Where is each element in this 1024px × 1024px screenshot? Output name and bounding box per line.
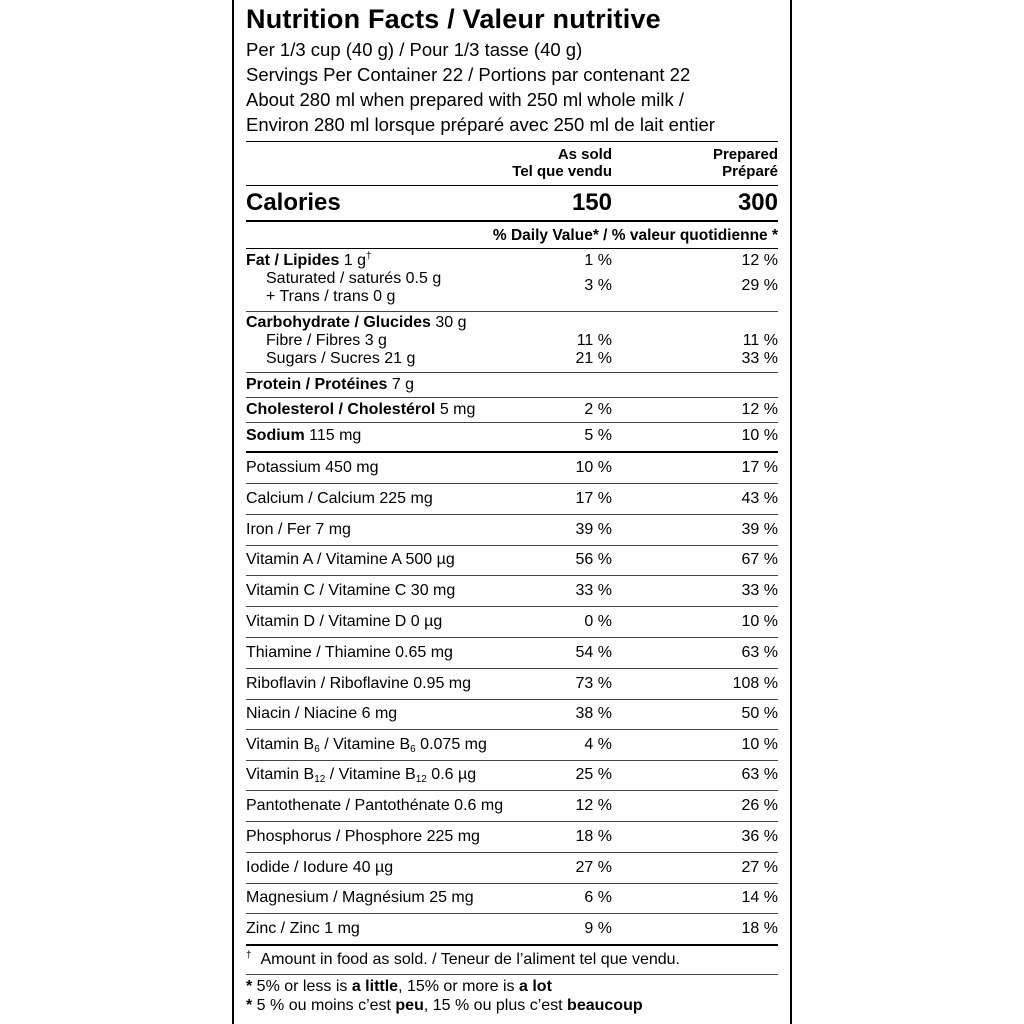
divider bbox=[246, 790, 778, 791]
sugars-prepared: 33 % bbox=[741, 350, 778, 367]
nutrient-label: Pantothenate / Pantothénate 0.6 mg bbox=[246, 797, 504, 814]
nutrient-as-sold: 73 % bbox=[575, 674, 612, 692]
footer-fr-p2: , 15 % ou plus c’est bbox=[423, 997, 568, 1014]
nutrient-prepared: 26 % bbox=[741, 797, 778, 814]
divider-thick bbox=[246, 220, 778, 222]
nutrient-label: Iodide / Iodure 40 µg bbox=[246, 858, 394, 876]
nutrient-label: Calcium / Calcium 225 mg bbox=[246, 489, 433, 507]
footnote-text: Amount in food as sold. / Teneur de l’aliment tel que vendu. bbox=[260, 951, 680, 968]
sat-trans-prepared: 29 % bbox=[741, 277, 778, 294]
divider bbox=[246, 821, 778, 822]
divider bbox=[246, 397, 778, 398]
divider bbox=[246, 311, 778, 312]
nutrient-as-sold: 33 % bbox=[575, 582, 612, 600]
nutrient-label: Riboflavin / Riboflavine 0.95 mg bbox=[246, 674, 472, 692]
cholesterol-row bbox=[246, 401, 475, 419]
fat-as-sold: 1 % bbox=[584, 252, 612, 269]
saturated-label: Saturated / saturés 0.5 g bbox=[266, 270, 442, 287]
footer-en bbox=[246, 978, 552, 996]
nutrient-prepared: 63 % bbox=[741, 643, 778, 661]
vitamin-b6-label bbox=[246, 736, 487, 754]
footer-fr-b1: peu bbox=[395, 997, 424, 1014]
nutrient-as-sold: 10 % bbox=[575, 459, 612, 476]
divider bbox=[246, 483, 778, 484]
b12-text-b: / Vitamine B bbox=[325, 766, 416, 783]
vitamin-b12-as-sold: 25 % bbox=[575, 766, 612, 783]
calories-as-sold: 150 bbox=[571, 189, 612, 216]
nutrient-prepared: 17 % bbox=[741, 459, 778, 476]
calories-label: Calories bbox=[246, 189, 341, 216]
cholesterol-as-sold: 2 % bbox=[584, 401, 612, 418]
divider bbox=[246, 514, 778, 515]
divider bbox=[246, 372, 778, 373]
nutrient-as-sold: 18 % bbox=[575, 827, 612, 845]
b6-sub-a: 6 bbox=[314, 744, 320, 755]
nutrient-as-sold: 54 % bbox=[575, 643, 612, 661]
b12-text-c: 0.6 µg bbox=[426, 766, 477, 783]
nutrient-label: Phosphorus / Phosphore 225 mg bbox=[246, 827, 480, 845]
nutrient-label: Iron / Fer 7 mg bbox=[246, 520, 351, 538]
footer-fr bbox=[246, 997, 643, 1015]
footnote-mark: † bbox=[246, 950, 252, 961]
nutrient-label: Vitamin D / Vitamine D 0 µg bbox=[246, 613, 443, 630]
prepared-label: Prepared bbox=[712, 146, 778, 163]
nutrient-label: Potassium 450 mg bbox=[246, 459, 379, 476]
divider bbox=[246, 637, 778, 638]
divider bbox=[246, 185, 778, 186]
b6-text-b: / Vitamine B bbox=[319, 736, 411, 753]
carbohydrate-amount: 30 g bbox=[435, 314, 467, 331]
as-sold-label-fr: Tel que vendu bbox=[512, 163, 612, 180]
divider bbox=[246, 974, 778, 975]
footer-fr-star: * bbox=[246, 997, 253, 1014]
nutrient-as-sold: 27 % bbox=[575, 858, 612, 876]
divider bbox=[246, 575, 778, 576]
nutrient-prepared: 36 % bbox=[741, 827, 778, 845]
nutrient-as-sold: 9 % bbox=[584, 920, 612, 938]
nutrient-prepared: 67 % bbox=[741, 551, 778, 569]
nutrient-as-sold: 17 % bbox=[575, 489, 612, 507]
footer-en-star: * bbox=[246, 978, 253, 995]
column-header-prepared bbox=[713, 146, 778, 180]
sodium-label: Sodium bbox=[246, 427, 305, 444]
sodium-amount: 115 mg bbox=[309, 427, 362, 444]
nutrient-as-sold: 39 % bbox=[575, 520, 612, 538]
b12-text-a: Vitamin B bbox=[246, 766, 315, 783]
carbohydrate-row bbox=[246, 314, 467, 332]
prepared-note-en: About 280 ml when prepared with 250 ml whole milk / bbox=[246, 89, 685, 110]
nutrient-as-sold: 38 % bbox=[575, 705, 612, 723]
divider bbox=[246, 699, 778, 700]
divider bbox=[246, 668, 778, 669]
b6-text-c: 0.075 mg bbox=[415, 736, 487, 753]
carbohydrate-label: Carbohydrate / Glucides bbox=[246, 314, 431, 331]
cholesterol-label: Cholesterol / Cholestérol bbox=[246, 401, 436, 418]
fat-prepared: 12 % bbox=[741, 252, 778, 269]
footer-en-b2: a lot bbox=[519, 978, 552, 995]
divider bbox=[246, 545, 778, 546]
calories-prepared: 300 bbox=[737, 189, 778, 216]
nutrient-label: Niacin / Niacine 6 mg bbox=[246, 705, 398, 723]
divider bbox=[246, 248, 778, 249]
nutrient-prepared: 108 % bbox=[732, 674, 778, 692]
nutrient-prepared: 27 % bbox=[741, 858, 778, 876]
sodium-prepared: 10 % bbox=[741, 427, 778, 444]
nutrient-as-sold: 56 % bbox=[575, 551, 612, 569]
nutrition-label bbox=[232, 0, 792, 1024]
divider bbox=[246, 729, 778, 730]
as-sold-label: As sold bbox=[557, 146, 612, 163]
divider-thick bbox=[246, 944, 778, 946]
sat-trans-as-sold: 3 % bbox=[584, 277, 612, 294]
fibre-as-sold: 11 % bbox=[576, 332, 612, 349]
b6-text-a: Vitamin B bbox=[246, 736, 315, 753]
protein-row bbox=[246, 376, 414, 394]
fat-footnote-mark: † bbox=[366, 251, 372, 262]
fat-row bbox=[246, 252, 372, 270]
footer-en-p2: , 15% or more is bbox=[398, 978, 519, 995]
trans-label: + Trans / trans 0 g bbox=[266, 288, 396, 305]
b12-sub-b: 12 bbox=[415, 774, 427, 785]
nutrient-prepared: 39 % bbox=[741, 520, 778, 538]
vitamin-b12-label bbox=[246, 766, 476, 784]
footer-en-b1: a little bbox=[351, 978, 399, 995]
fat-amount: 1 g bbox=[343, 252, 367, 269]
footer-fr-b2: beaucoup bbox=[567, 997, 643, 1014]
column-header-as-sold bbox=[512, 146, 612, 180]
nutrient-prepared: 14 % bbox=[741, 889, 778, 907]
prepared-label-fr: Préparé bbox=[722, 163, 778, 180]
label-title: Nutrition Facts / Valeur nutritive bbox=[246, 4, 661, 34]
vitamin-b6-prepared: 10 % bbox=[741, 736, 778, 753]
divider bbox=[246, 852, 778, 853]
nutrient-prepared: 50 % bbox=[741, 705, 778, 723]
nutrient-label: Thiamine / Thiamine 0.65 mg bbox=[246, 643, 453, 661]
fat-label: Fat / Lipides bbox=[246, 252, 340, 269]
nutrient-label: Magnesium / Magnésium 25 mg bbox=[246, 889, 474, 907]
daily-value-header: % Daily Value* / % valeur quotidienne * bbox=[492, 227, 778, 244]
divider bbox=[246, 141, 778, 142]
nutrient-prepared: 10 % bbox=[741, 613, 778, 630]
sugars-as-sold: 21 % bbox=[575, 350, 612, 367]
divider bbox=[246, 760, 778, 761]
cholesterol-prepared: 12 % bbox=[741, 401, 778, 418]
vitamin-b6-as-sold: 4 % bbox=[584, 736, 612, 753]
sugars-label: Sugars / Sucres 21 g bbox=[266, 350, 416, 367]
nutrient-label: Vitamin A / Vitamine A 500 µg bbox=[246, 551, 455, 569]
servings-per-container: Servings Per Container 22 / Portions par contenant 22 bbox=[246, 64, 691, 85]
fibre-label: Fibre / Fibres 3 g bbox=[266, 332, 387, 349]
protein-label: Protein / Protéines bbox=[246, 376, 388, 393]
divider bbox=[246, 606, 778, 607]
fibre-prepared: 11 % bbox=[742, 332, 778, 349]
vitamin-b12-prepared: 63 % bbox=[741, 766, 778, 783]
footer-en-p1: 5% or less is bbox=[252, 978, 352, 995]
footer-fr-p1: 5 % ou moins c’est bbox=[252, 997, 396, 1014]
sodium-row bbox=[246, 427, 361, 445]
nutrient-as-sold: 6 % bbox=[584, 889, 612, 907]
b6-sub-b: 6 bbox=[410, 744, 416, 755]
cholesterol-amount: 5 mg bbox=[439, 401, 476, 418]
nutrient-as-sold: 12 % bbox=[575, 797, 612, 814]
nutrient-prepared: 43 % bbox=[741, 489, 778, 507]
b12-sub-a: 12 bbox=[314, 774, 326, 785]
footnote bbox=[246, 951, 680, 969]
protein-amount: 7 g bbox=[391, 376, 415, 393]
nutrient-as-sold: 0 % bbox=[584, 613, 612, 630]
sodium-as-sold: 5 % bbox=[584, 427, 612, 444]
divider bbox=[246, 913, 778, 914]
nutrient-label: Zinc / Zinc 1 mg bbox=[246, 920, 360, 938]
nutrient-prepared: 33 % bbox=[741, 582, 778, 600]
divider bbox=[246, 422, 778, 423]
divider-thick bbox=[246, 451, 778, 453]
nutrient-prepared: 18 % bbox=[741, 920, 778, 938]
serving-size: Per 1/3 cup (40 g) / Pour 1/3 tasse (40 g) bbox=[246, 39, 583, 60]
prepared-note-fr: Environ 280 ml lorsque préparé avec 250 ml de lait entier bbox=[246, 114, 715, 135]
divider bbox=[246, 883, 778, 884]
nutrient-label: Vitamin C / Vitamine C 30 mg bbox=[246, 582, 456, 600]
